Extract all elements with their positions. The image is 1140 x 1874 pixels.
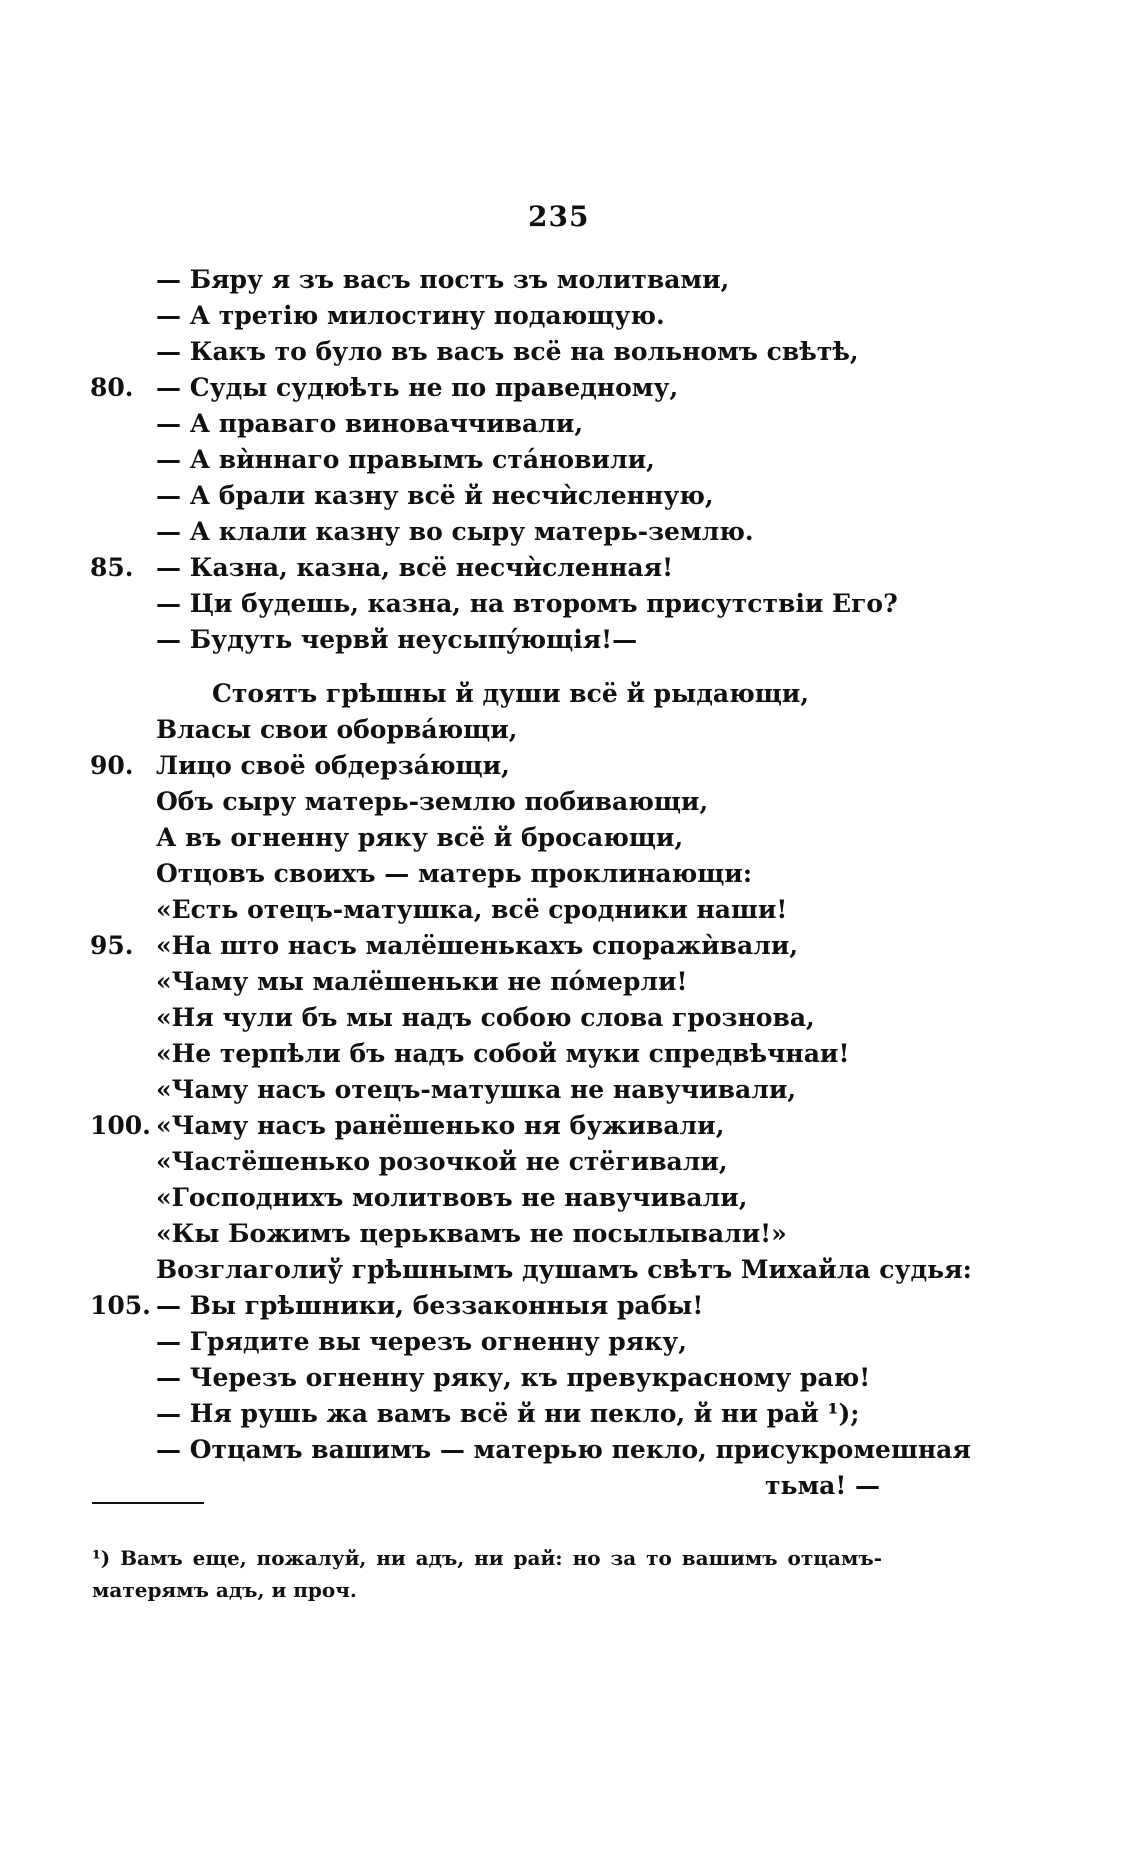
verse-line xyxy=(90,712,1090,748)
line-number: 105. xyxy=(90,1291,151,1320)
verse-line xyxy=(90,1144,1090,1180)
line-text: — Отцамъ вашимъ — матерью пекло, присукромешная xyxy=(156,1435,971,1464)
verse-block xyxy=(90,262,1090,1504)
verse-line xyxy=(90,550,1090,586)
line-text: Стоятъ грѣшны й души всё й рыдающи, xyxy=(212,679,810,708)
verse-line xyxy=(90,514,1090,550)
verse-line xyxy=(90,1288,1090,1324)
verse-line xyxy=(90,1396,1090,1432)
verse-line xyxy=(90,784,1090,820)
line-text: Возглаголиў грѣшнымъ душамъ свѣтъ Михайла судья: xyxy=(156,1255,972,1284)
line-text: «Не терпѣли бъ надъ собой муки спредвѣчнаи! xyxy=(156,1039,850,1068)
line-text: Объ сыру матерь-землю побивающи, xyxy=(156,787,709,816)
line-text: Власы свои оборвáющи, xyxy=(156,715,518,744)
line-text: — Какъ то було въ васъ всё на вольномъ свѣтѣ, xyxy=(156,337,859,366)
line-text: — Ци будешь, казна, на второмъ присутствіи Его? xyxy=(156,589,898,618)
line-text: Отцовъ своихъ — матерь проклинающи: xyxy=(156,859,753,888)
line-text: — Бяру я зъ васъ постъ зъ молитвами, xyxy=(156,265,730,294)
line-text: — А брали казну всё й несчѝсленную, xyxy=(156,481,714,510)
line-text: — Вы грѣшники, беззаконныя рабы! xyxy=(156,1291,704,1320)
verse-line xyxy=(90,478,1090,514)
line-text: «Чаму мы малёшеньки не пóмерли! xyxy=(156,967,688,996)
stanza-gap xyxy=(90,658,1090,676)
verse-line xyxy=(90,1468,1090,1504)
verse-line xyxy=(90,298,1090,334)
line-text: «Есть отецъ-матушка, всё сродники наши! xyxy=(156,895,788,924)
line-text: — А вѝннаго правымъ стáновили, xyxy=(156,445,655,474)
line-text: — А клали казну во сыру матерь-землю. xyxy=(156,517,754,546)
verse-line xyxy=(90,892,1090,928)
verse-line xyxy=(90,856,1090,892)
line-text: — Казна, казна, всё несчѝсленная! xyxy=(156,553,674,582)
verse-line xyxy=(90,1072,1090,1108)
line-text: «Чаму насъ ранёшенько ня буживали, xyxy=(156,1111,725,1140)
verse-line xyxy=(90,964,1090,1000)
line-text: — А третію милостину подающую. xyxy=(156,301,665,330)
verse-line xyxy=(90,1360,1090,1396)
verse-line xyxy=(90,928,1090,964)
verse-line xyxy=(90,1180,1090,1216)
line-text: — Ня рушь жа вамъ всё й ни пекло, й ни рай ¹); xyxy=(156,1399,860,1428)
verse-line xyxy=(90,820,1090,856)
line-text: — Будуть червй неусыпýющія!— xyxy=(156,625,638,654)
line-text: «Господнихъ молитвовъ не навучивали, xyxy=(156,1183,748,1212)
line-text: «Ня чули бъ мы надъ собою слова грознова, xyxy=(156,1003,815,1032)
line-text: «На што насъ малёшенькахъ споражѝвали, xyxy=(156,931,799,960)
verse-line xyxy=(90,1216,1090,1252)
verse-line xyxy=(90,622,1090,658)
page-number: 235 xyxy=(528,200,590,233)
line-text: «Чаму насъ отецъ-матушка не навучивали, xyxy=(156,1075,797,1104)
line-text: «Кы Божимъ церьквамъ не посылывали!» xyxy=(156,1219,787,1248)
line-text: тьма! — xyxy=(765,1471,881,1500)
verse-line xyxy=(90,442,1090,478)
verse-line xyxy=(90,262,1090,298)
line-number: 85. xyxy=(90,553,134,582)
line-number: 90. xyxy=(90,751,134,780)
verse-line xyxy=(90,1324,1090,1360)
verse-line xyxy=(90,370,1090,406)
footnote-rule xyxy=(92,1502,204,1504)
footnote: ¹) Вамъ еще, пожалуй, ни адъ, ни рай: но за то вашимъ отцамъ-матерямъ адъ, и проч. xyxy=(92,1546,882,1602)
line-number: 95. xyxy=(90,931,134,960)
verse-line xyxy=(90,676,1090,712)
verse-line xyxy=(90,586,1090,622)
line-text: — Черезъ огненну ряку, къ превукрасному раю! xyxy=(156,1363,871,1392)
line-text: — Суды судюѣть не по праведному, xyxy=(156,373,679,402)
verse-line xyxy=(90,406,1090,442)
verse-line xyxy=(90,1252,1090,1288)
line-text: Лицо своё обдерзáющи, xyxy=(156,751,510,780)
verse-line xyxy=(90,1432,1090,1468)
line-text: — Грядите вы черезъ огненну ряку, xyxy=(156,1327,687,1356)
verse-line xyxy=(90,748,1090,784)
verse-line xyxy=(90,1036,1090,1072)
verse-line xyxy=(90,1000,1090,1036)
line-number: 80. xyxy=(90,373,134,402)
verse-line xyxy=(90,334,1090,370)
verse-line xyxy=(90,1108,1090,1144)
line-text: А въ огненну ряку всё й бросающи, xyxy=(156,823,684,852)
line-text: «Частёшенько розочкой не стёгивали, xyxy=(156,1147,728,1176)
line-number: 100. xyxy=(90,1111,151,1140)
line-text: — А праваго виноваччивали, xyxy=(156,409,584,438)
